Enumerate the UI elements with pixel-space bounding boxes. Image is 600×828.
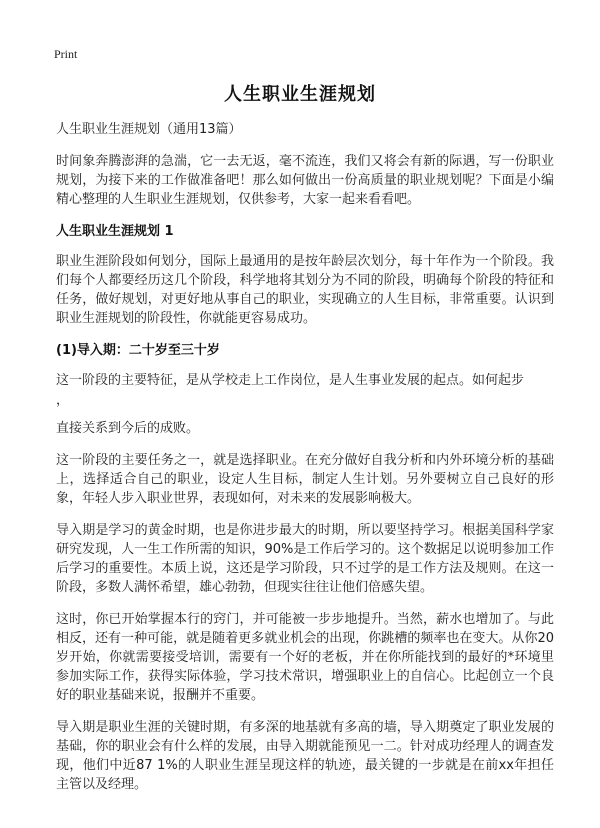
article-body <box>56 120 554 807</box>
paragraph: 导入期是学习的黄金时期，也是你进步最大的时期，所以要坚持学习。根据美国科学家研究发现，人一生工作所需的知识，90%是工作后学习的。这个数据足以说明参加工作后学习的重要性。本质上说，这还是学习阶段，只不过学的是工作方法及规则。在这一阶段，多数人满怀希望，雄心勃勃，但现实往往让他们倍感失望。 <box>56 523 554 595</box>
paragraph: 这时，你已开始掌握本行的窍门，并可能被一步步地提升。当然，薪水也增加了。与此相反，还有一种可能，就是随着更多就业机会的出现，你跳槽的频率也在变大。从你20岁开始，你就需要接受培训，需要有一个好的老板，并在你所能找到的最好的*环境里参加实际工作，获得实际体验，学习技术常识，增强职业上的自信心。比起创立一个良好的职业基础来说，报酬并不重要。 <box>56 612 554 703</box>
stage-heading: (1)导入期：二十岁至三十岁 <box>56 343 220 358</box>
paragraph: 这一阶段的主要特征，是从学校走上工作岗位，是人生事业发展的起点。如何起步 <box>56 373 525 388</box>
paragraph: 职业生涯阶段如何划分，国际上最通用的是按年龄层次划分，每十年作为一个阶段。我们每个人都要经历这几个阶段，科学地将其划分为不同的阶段，明确每个阶段的特征和任务，做好规划，对更好地从事自己的职业，实现确立的人生目标，非常重要。认识到职业生涯规划的阶段性，你就能更容易成功。 <box>56 254 554 326</box>
paragraph: 这一阶段的主要任务之一，就是选择职业。在充分做好自我分析和内外环境分析的基础上，选择适合自己的职业，设定人生目标，制定人生计划。另外要树立自己良好的形象，年轻人步入职业世界，表现如何，对未来的发展影响极大。 <box>56 453 554 506</box>
section-heading: 人生职业生涯规划 1 <box>56 224 174 239</box>
paragraph: 直接关系到今后的成败。 <box>56 421 200 436</box>
stray-comma: ， <box>56 393 70 408</box>
print-label[interactable]: Print <box>54 47 78 61</box>
intro-paragraph: 时间象奔腾澎湃的急湍，它一去无返，毫不流连，我们又将会有新的际遇，写一份职业规划，为接下来的工作做准备吧！那么如何做出一份高质量的职业规划呢？下面是小编精心整理的人生职业生涯规划，仅供参考，大家一起来看看吧。 <box>56 154 554 207</box>
article-subtitle: 人生职业生涯规划（通用13篇） <box>56 122 242 137</box>
paragraph: 导入期是职业生涯的关键时期，有多深的地基就有多高的墙，导入期奠定了职业发展的基础，你的职业会有什么样的发展，由导入期就能预见一二。针对成功经理人的调查发现，他们中近87 1%的人职业生涯呈现这样的轨迹，最关键的一步就是在前xx年担任主管以及经理。 <box>56 720 554 792</box>
page-title: 人生职业生涯规划 <box>224 84 376 105</box>
